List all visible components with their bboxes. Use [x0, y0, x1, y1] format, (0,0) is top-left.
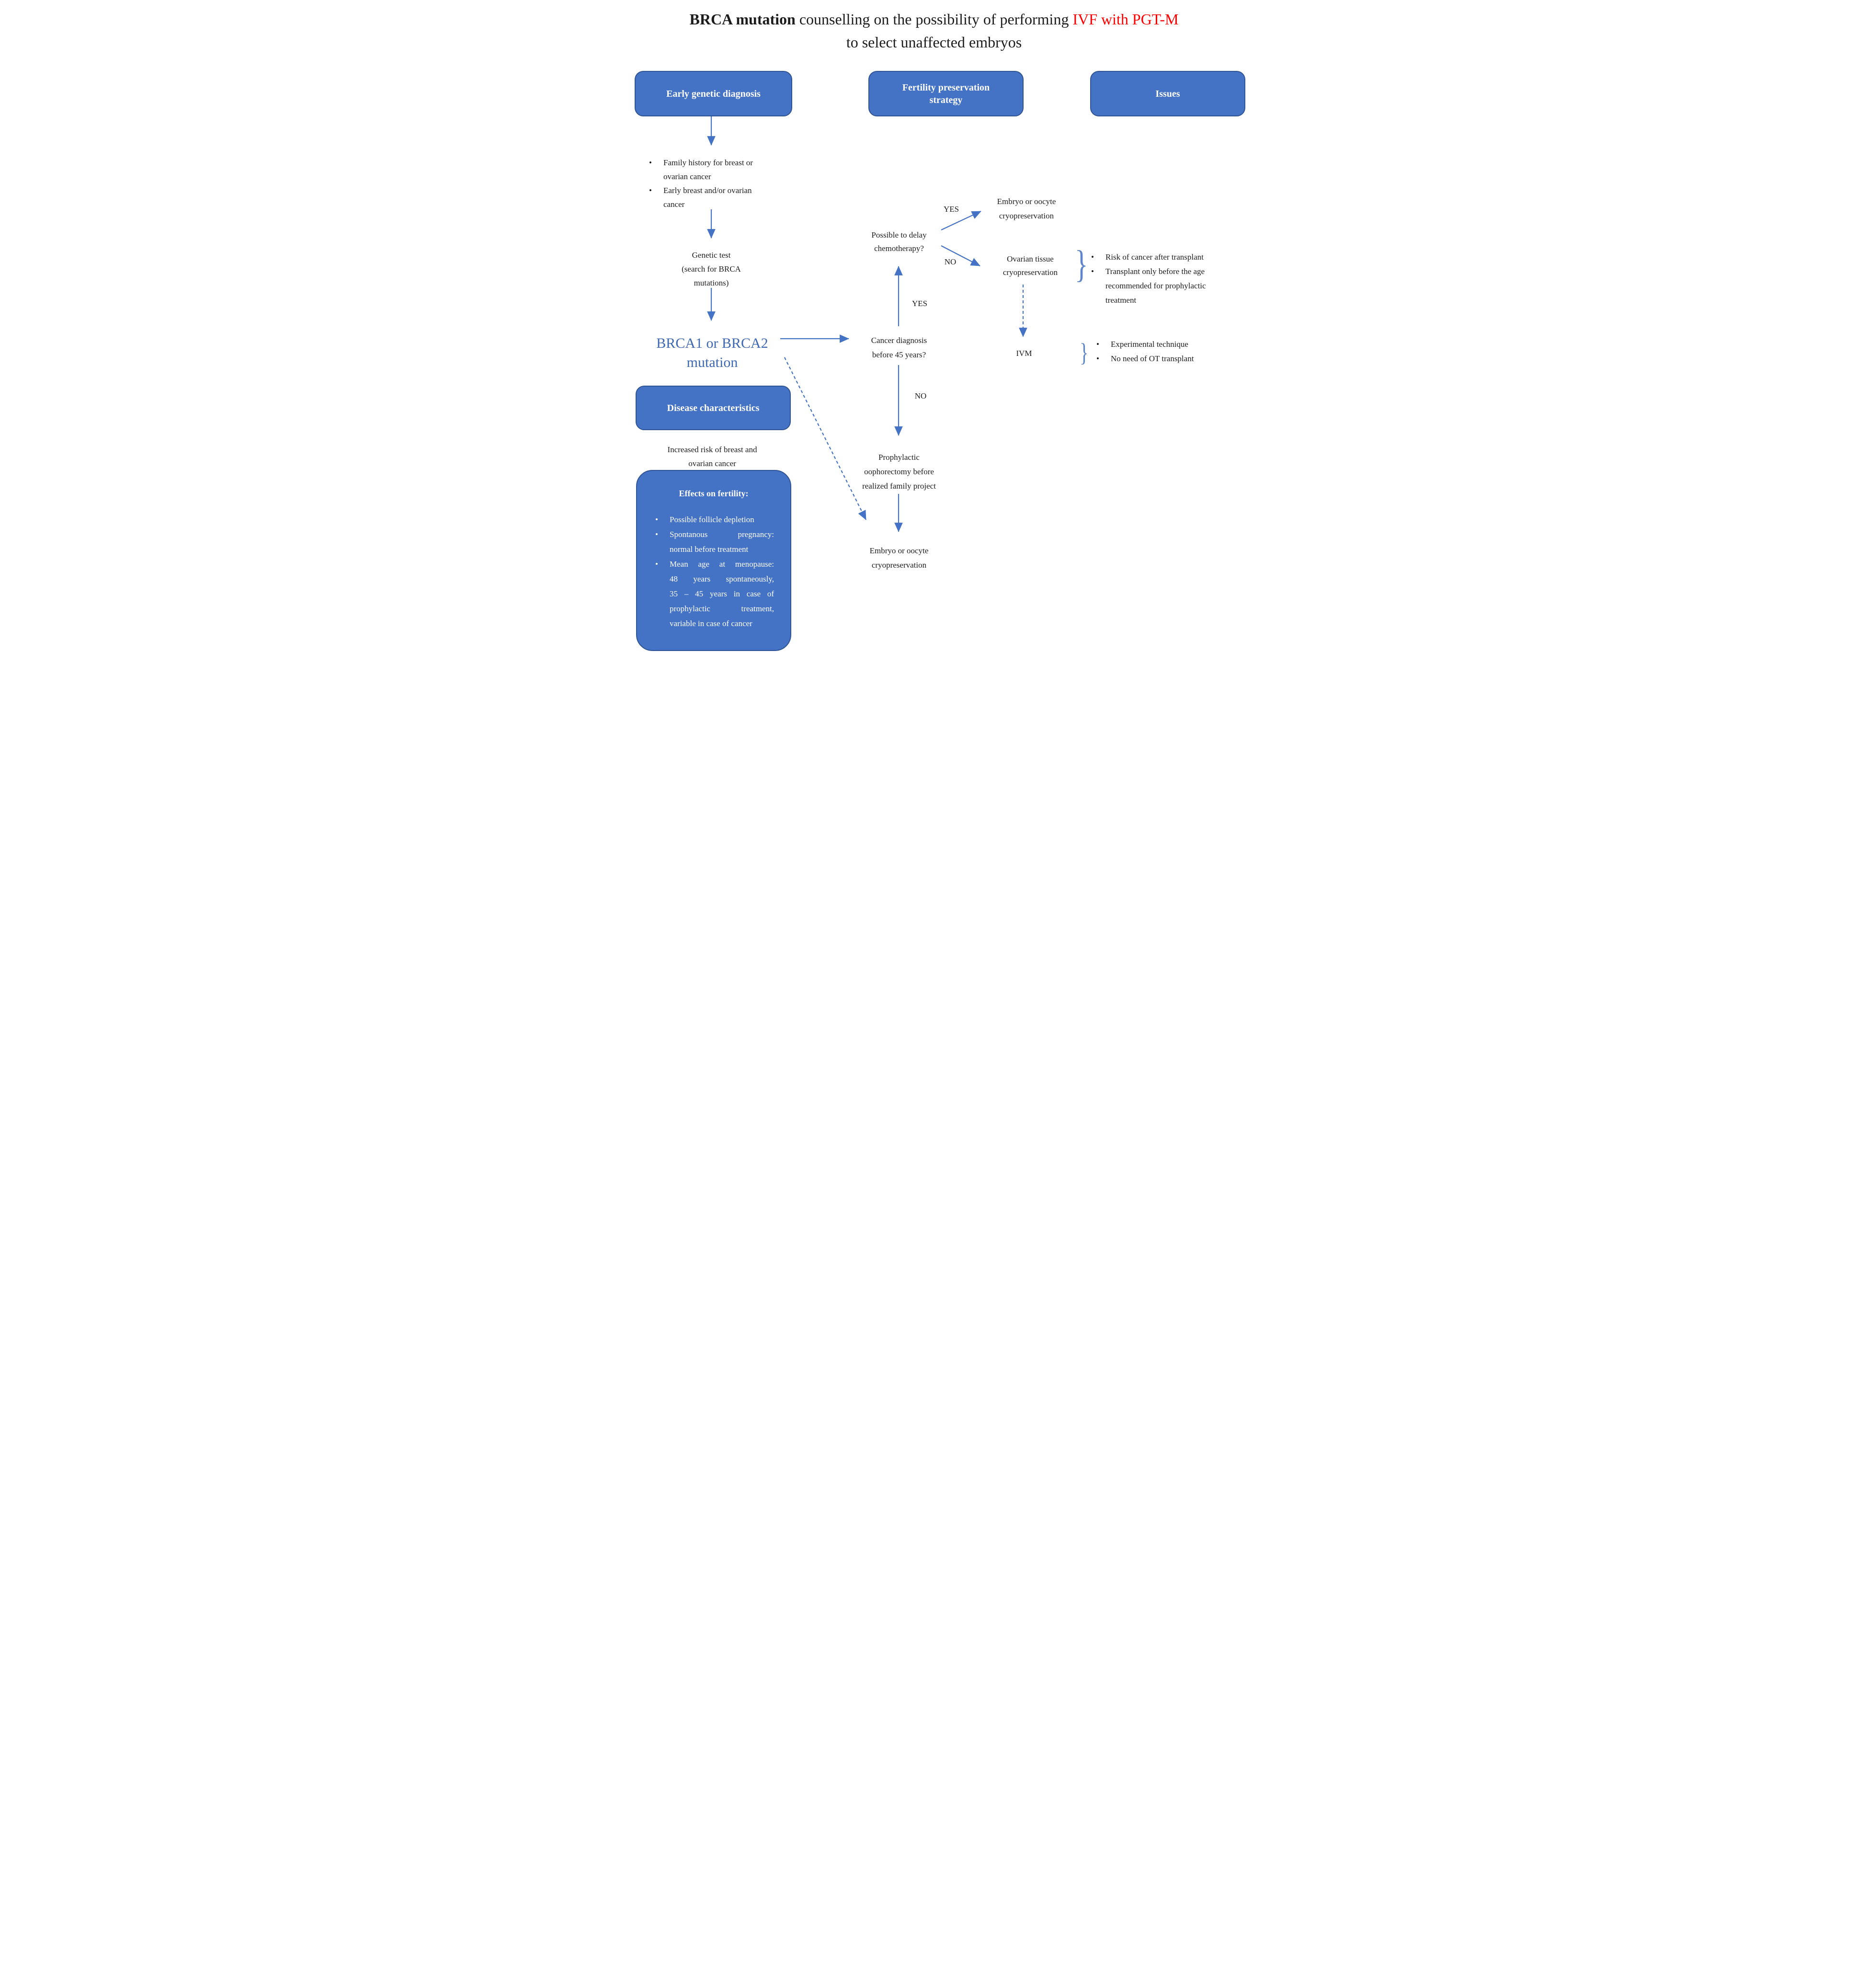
- list-item: [670, 557, 774, 631]
- cancer-diagnosis-line1: Cancer diagnosis: [871, 336, 927, 345]
- embryo-bottom-line2: cryopreservation: [871, 560, 927, 570]
- list-item: [1105, 250, 1241, 264]
- header-box-fertility-preservation: [868, 71, 1024, 116]
- brace-icon-ivm-issues: }: [1080, 338, 1089, 367]
- ovarian-tissue-node: [995, 252, 1065, 279]
- criteria-1-line2: ovarian cancer: [663, 172, 711, 181]
- brca-mutation-node: [636, 334, 789, 372]
- delay-chemo-line2: chemotherapy?: [874, 244, 924, 253]
- ot-issue-2-line2: recommended for prophylactic: [1105, 281, 1206, 290]
- increased-risk-text: [636, 443, 789, 470]
- header-box-early-genetic-diagnosis: [635, 71, 792, 116]
- dashed-arrow-brca-to-embryo-bottom: [785, 357, 866, 520]
- early-diagnosis-criteria-list: [663, 156, 783, 211]
- brca-mutation-line2: mutation: [686, 354, 738, 370]
- effects-title: Effects on fertility:: [679, 489, 749, 498]
- embryo-top-line1: Embryo or oocyte: [997, 197, 1056, 206]
- brca-counselling-flowchart: [623, 0, 1245, 663]
- ivm-issue-2: • No need of OT transplant: [1111, 354, 1194, 363]
- genetic-test-line2: (search for BRCA: [682, 264, 741, 274]
- increased-risk-line1: Increased risk of breast and: [667, 445, 757, 454]
- page-title-line2: to select unaffected embryos: [846, 34, 1022, 51]
- embryo-oocyte-bottom-node: [860, 544, 938, 572]
- disease-characteristics-box: [636, 386, 791, 430]
- label-no-upper: NO: [944, 257, 957, 266]
- prophylactic-oophorectomy-node: [855, 450, 943, 493]
- header-fertility-line2: strategy: [929, 94, 963, 105]
- effects-bullet-list: [670, 512, 774, 631]
- criteria-1-line1: • Family history for breast or: [663, 158, 753, 167]
- embryo-oocyte-top-node: [987, 194, 1066, 223]
- delay-chemo-line1: Possible to delay: [871, 230, 927, 240]
- ot-issue-2-line1: • Transplant only before the age: [1105, 267, 1205, 276]
- page-title-line1: [623, 8, 1245, 31]
- title-normal-part: counselling on the possibility of performing: [795, 11, 1073, 28]
- list-item: [663, 183, 783, 211]
- ovarian-issues-list: [1105, 250, 1241, 308]
- effects-b2-line2: normal before treatment: [670, 545, 749, 554]
- oophorectomy-line3: realized family project: [862, 481, 936, 491]
- delay-chemotherapy-node: [860, 229, 938, 255]
- effects-b3-line4: prophylactic treatment,: [670, 604, 774, 613]
- effects-b1-line1: • Possible follicle depletion: [670, 515, 754, 524]
- effects-b3-line1: • Mean age at menopause:: [670, 560, 774, 569]
- list-item: [663, 156, 783, 183]
- header-early-label: Early genetic diagnosis: [666, 88, 761, 99]
- genetic-test-node: [654, 248, 769, 290]
- oophorectomy-line2: oophorectomy before: [864, 467, 934, 476]
- disease-characteristics-label: Disease characteristics: [667, 402, 760, 413]
- list-item: [670, 527, 774, 557]
- genetic-test-line1: Genetic test: [692, 251, 731, 260]
- criteria-2-line2: cancer: [663, 200, 685, 209]
- effects-b3-line2: 48 years spontaneously,: [670, 574, 774, 583]
- criteria-2-line1: • Early breast and/or ovarian: [663, 186, 752, 195]
- list-item: [670, 512, 774, 527]
- effects-b2-line1: • Spontanous pregnancy:: [670, 530, 774, 539]
- list-item: [1111, 337, 1242, 352]
- cancer-diagnosis-node: [860, 333, 938, 362]
- embryo-bottom-line1: Embryo or oocyte: [869, 546, 929, 555]
- list-item: [1111, 352, 1242, 366]
- ivm-node: IVM: [1016, 349, 1032, 358]
- brca-mutation-line1: BRCA1 or BRCA2: [656, 335, 768, 351]
- title-bold-part: BRCA mutation: [689, 11, 796, 28]
- effects-on-fertility-box: [636, 470, 791, 651]
- header-box-issues: [1090, 71, 1245, 116]
- effects-b3-line5: variable in case of cancer: [670, 619, 752, 628]
- ivm-issues-list: [1111, 337, 1242, 366]
- embryo-top-line2: cryopreservation: [999, 211, 1054, 220]
- ovarian-tissue-line1: Ovarian tissue: [1007, 254, 1054, 263]
- label-yes-upper: YES: [943, 205, 959, 214]
- list-item: [1105, 264, 1241, 308]
- brace-icon-ovarian-issues: }: [1075, 243, 1088, 286]
- page-title: [623, 8, 1245, 54]
- increased-risk-line2: ovarian cancer: [688, 459, 736, 468]
- header-issues-label: Issues: [1155, 88, 1180, 99]
- header-fertility-line1: Fertility preservation: [902, 82, 990, 93]
- ivm-issue-1: • Experimental technique: [1111, 340, 1188, 349]
- oophorectomy-line1: Prophylactic: [878, 453, 920, 462]
- genetic-test-line3: mutations): [694, 278, 729, 287]
- title-red-part: IVF with PGT-M: [1072, 11, 1179, 28]
- label-yes-mid: YES: [911, 299, 928, 308]
- ot-issue-1: • Risk of cancer after transplant: [1105, 252, 1204, 262]
- label-no-lower: NO: [914, 391, 927, 400]
- ot-issue-2-line3: treatment: [1105, 296, 1137, 305]
- effects-b3-line3: 35 – 45 years in case of: [670, 589, 774, 598]
- ovarian-tissue-line2: cryopreservation: [1002, 268, 1058, 277]
- cancer-diagnosis-line2: before 45 years?: [872, 350, 926, 359]
